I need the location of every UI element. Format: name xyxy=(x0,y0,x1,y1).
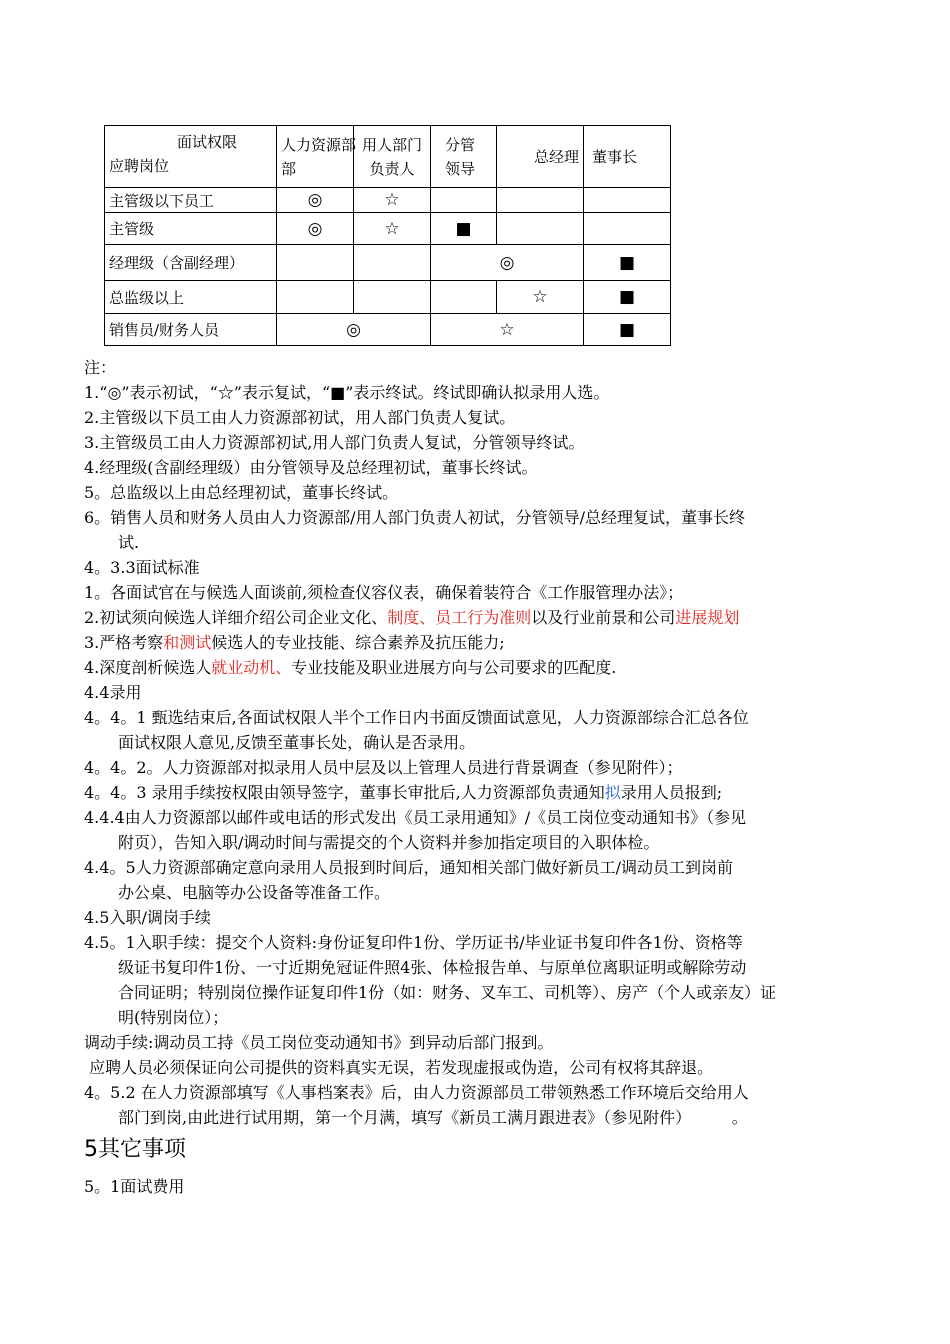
highlight-text: 进展规划 xyxy=(675,608,740,627)
text-span: 以及行业前景和公司 xyxy=(531,608,676,627)
header-supervisor-line2: 领导 xyxy=(445,159,476,178)
row-empty-cell xyxy=(277,245,354,281)
note-line: 3.主管级员工由人力资源部初试,用人部门负责人复试，分管领导终试。 xyxy=(84,433,585,452)
highlight-text: 拟 xyxy=(604,783,621,802)
row-empty-cell xyxy=(584,213,671,245)
text-span: 4.深度剖析候选人 xyxy=(84,658,212,677)
section-5-title: 5其它事项 xyxy=(84,1137,186,1162)
row-symbol: ■ xyxy=(584,245,671,281)
standard-title: 4。3.3面试标准 xyxy=(84,558,200,577)
header-hr xyxy=(277,126,357,188)
row-symbol: ◎ xyxy=(277,213,354,245)
row-symbol: ☆ xyxy=(354,213,431,245)
header-chairman: 董事长 xyxy=(584,126,671,188)
row-symbol: ■ xyxy=(431,213,497,245)
row-symbol: ☆ xyxy=(354,188,431,213)
text-span: 2.初试须向候选人详细介绍公司企业文化、 xyxy=(84,608,388,627)
row-symbol: ☆ xyxy=(431,314,584,346)
header-dept-line1: 用人部门 xyxy=(361,135,422,154)
note-label: 注： xyxy=(84,358,117,377)
row-symbol: ☆ xyxy=(497,281,584,314)
table-header-row xyxy=(105,126,671,188)
entry-item: 4。5.2 在人力资源部填写《人事档案表》后，由人力资源部员工带领熟悉工作环境后交给用人 xyxy=(84,1083,749,1102)
highlight-text: 制度、员工行为准则 xyxy=(387,608,532,627)
entry-item-continued: 合同证明；特别岗位操作证复印件1份（如：财务、叉车工、司机等）、房产（个人或亲友）证 xyxy=(118,983,777,1002)
header-dept-head xyxy=(354,126,431,188)
row-symbol: ◎ xyxy=(277,188,354,213)
hire-item xyxy=(84,780,874,805)
header-general-manager: 总经理 xyxy=(497,126,584,188)
row-empty-cell xyxy=(354,281,431,314)
transfer-procedure: 调动手续:调动员工持《员工岗位变动通知书》到异动后部门报到。 xyxy=(84,1033,554,1052)
hire-item-continued: 面试权限人意见,反馈至董事长处，确认是否录用。 xyxy=(118,733,476,752)
body-text xyxy=(84,355,874,1130)
table-row xyxy=(105,314,671,346)
row-empty-cell xyxy=(497,213,584,245)
diagonal-header-cell xyxy=(105,126,277,188)
note-line: 2.主管级以下员工由人力资源部初试，用人部门负责人复试。 xyxy=(84,408,516,427)
row-post: 主管级以下员工 xyxy=(105,188,277,213)
header-hr-line1: 人力资源部 xyxy=(281,135,357,154)
hire-title: 4.4录用 xyxy=(84,683,142,702)
hire-item: 4.4.4由人力资源部以邮件或电话的形式发出《员工录用通知》/《员工岗位变动通知书》（参见 xyxy=(84,808,747,827)
entry-item: 4.5。1入职手续：提交个人资料:身份证复印件1份、学历证书/毕业证书复印件各1份、资格等 xyxy=(84,933,743,952)
row-empty-cell xyxy=(497,188,584,213)
entry-item-continued: 级证书复印件1份、一寸近期免冠证件照4张、体检报告单、与原单位离职证明或解除劳动 xyxy=(118,958,747,977)
note-line-continued: 试. xyxy=(118,533,140,552)
note-line: 1.“◎”表示初试，“☆”表示复试，“■”表示终试。终试即确认拟录用人选。 xyxy=(84,383,610,402)
entry-item-continued: 部门到岗,由此进行试用期，第一个月满，填写《新员工满月跟进表》（参见附件） 。 xyxy=(118,1108,748,1127)
table-row xyxy=(105,213,671,245)
row-post: 主管级 xyxy=(105,213,277,245)
row-symbol: ■ xyxy=(584,314,671,346)
row-symbol: ◎ xyxy=(277,314,431,346)
row-symbol: ■ xyxy=(584,281,671,314)
text-span: 3.严格考察 xyxy=(84,633,164,652)
highlight-text: 就业动机、 xyxy=(211,658,292,677)
hire-item-continued: 附页），告知入职/调动时间与需提交的个人资料并参加指定项目的入职体检。 xyxy=(118,833,660,852)
row-empty-cell xyxy=(277,281,354,314)
entry-title: 4.5入职/调岗手续 xyxy=(84,908,211,927)
table-row xyxy=(105,188,671,213)
row-empty-cell xyxy=(354,245,431,281)
row-symbol: ◎ xyxy=(431,245,584,281)
header-dept-line2: 负责人 xyxy=(369,159,415,178)
text-span: 候选人的专业技能、综合素养及抗压能力; xyxy=(211,633,505,652)
hire-item: 4。4。2。人力资源部对拟录用人员中层及以上管理人员进行背景调查（参见附件）； xyxy=(84,758,683,777)
hire-item: 4。4。1 甄选结束后,各面试权限人半个工作日内书面反馈面试意见，人力资源部综合汇总各位 xyxy=(84,708,749,727)
row-empty-cell xyxy=(431,281,497,314)
row-empty-cell xyxy=(431,188,497,213)
row-post: 销售员/财务人员 xyxy=(105,314,277,346)
standard-item xyxy=(84,605,874,630)
interview-permission-table xyxy=(104,125,671,346)
row-post: 总监级以上 xyxy=(105,281,277,314)
header-hr-line2: 部 xyxy=(281,159,297,178)
table-row xyxy=(105,281,671,314)
note-line: 4.经理级(含副经理级）由分管领导及总经理初试，董事长终试。 xyxy=(84,458,538,477)
row-post: 经理级（含副经理） xyxy=(105,245,277,281)
hire-item: 4.4。5人力资源部确定意向录用人员报到时间后，通知相关部门做好新员工/调动员工到岗前 xyxy=(84,858,734,877)
text-span: 录用人员报到; xyxy=(620,783,723,802)
entry-item-continued: 明(特别岗位）； xyxy=(118,1008,229,1027)
header-permission-label: 面试权限 xyxy=(177,132,238,151)
header-supervisor xyxy=(431,126,497,188)
note-line: 5。总监级以上由总经理初试，董事长终试。 xyxy=(84,483,399,502)
note-line: 6。销售人员和财务人员由人力资源部/用人部门负责人初试，分管领导/总经理复试，董事长终 xyxy=(84,508,745,527)
header-position-label: 应聘岗位 xyxy=(109,156,170,175)
table-row xyxy=(105,245,671,281)
highlight-text: 和测试 xyxy=(163,633,212,652)
hire-item-continued: 办公桌、电脑等办公设备等准备工作。 xyxy=(118,883,391,902)
standard-item: 1。各面试官在与候选人面谈前,须检查仪容仪表，确保着装符合《工作服管理办法》； xyxy=(84,583,684,602)
header-supervisor-line1: 分管 xyxy=(445,135,476,154)
truthfulness-note: 应聘人员必须保证向公司提供的资料真实无误，若发现虚报或伪造，公司有权将其辞退。 xyxy=(84,1058,714,1077)
text-span: 专业技能及职业进展方向与公司要求的匹配度. xyxy=(291,658,617,677)
standard-item xyxy=(84,630,874,655)
row-empty-cell xyxy=(584,188,671,213)
section-5-subtitle: 5。1面试费用 xyxy=(84,1177,185,1196)
standard-item xyxy=(84,655,874,680)
text-span: 4。4。3 录用手续按权限由领导签字，董事长审批后,人力资源部负责通知 xyxy=(84,783,605,802)
